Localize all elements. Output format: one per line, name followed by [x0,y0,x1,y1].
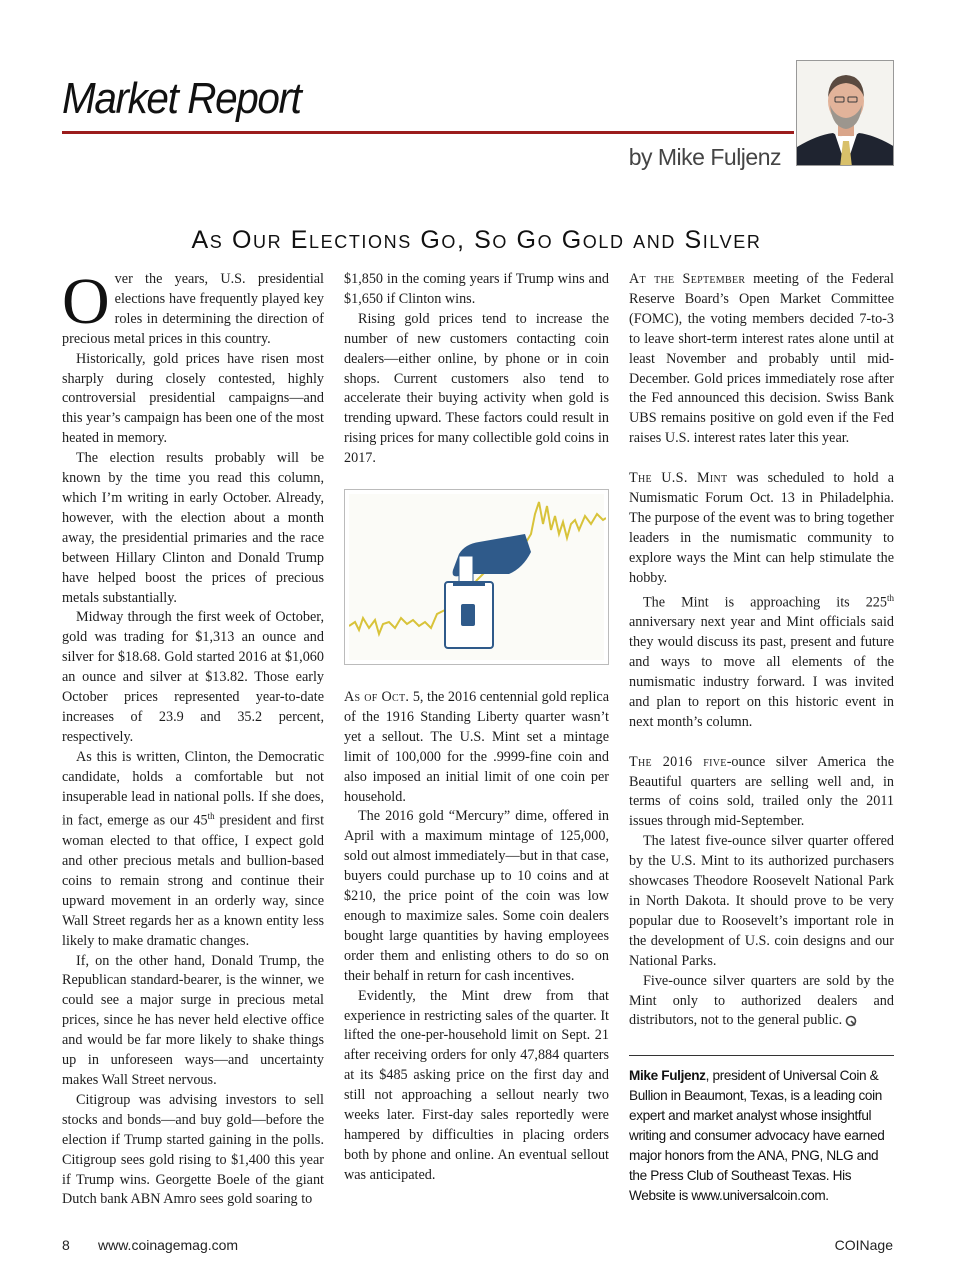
article-column-3 [629,270,894,1031]
paragraph-text: meeting of the Federal Reserve Board’s Open Market Committee (FOMC), the voting members decided 7-to-3 to leave short-term interest rates alone until at least November and probably until mid-December. Gold prices immediately rose after the Fed announced this decision. Swiss Bank UBS remains positive on gold even if the Fed raises U.S. interest rates later this year. [629,271,894,447]
paragraph [629,589,894,733]
paragraph: Evidently, the Mint drew from that experience in restricting sales of the quarter. It lifted the one-per-household limit on Sept. 21 after receiving orders for only 47,884 quarters at its $485 asking price on the first day and still not approaching a sellout nearly two weeks later. First-day sales reportedly were hampered by difficulties in placing orders both by phone and online. An eventual sellout was anticipated. [344,987,609,1183]
article-column-2-top [344,270,609,469]
paragraph: $1,850 in the coming years if Trump wins and $1,650 if Clinton wins. [344,271,609,307]
ballot-gold-illustration [344,489,609,665]
paragraph [629,469,894,588]
run-in-lead: The 2016 five [629,753,727,770]
paragraph [629,270,894,449]
paragraph [62,265,324,350]
paragraph-text: president and first woman elected to that office, I expect gold and other precious metals and bullion-based coins to remain strong and continue their upward movement in an orderly way, since Wall Street regards her as a known entity less likely to make dramatic changes. [62,813,325,949]
ballot-gold-graphic [349,494,606,662]
paragraph: The 2016 gold “Mercury” dime, offered in April with a maximum mintage of 125,000, sold out almost immediately—but in that case, buyers could purchase up to 10 coins and at $210, the price point of the coin was low enough to maximize sales. Some coin dealers bought large quantities by having employees order them and enlisting others to do so on their behalf in return for cash incentives. [344,808,609,984]
superscript: th [886,592,894,603]
run-in-lead: The U.S. Mint [629,470,728,487]
paragraph-text: was scheduled to hold a Numismatic Forum Oct. 13 in Philadelphia. The purpose of the event was to bring together leaders in the numismatic community to explore ways the Mint can help stimulate the hobby. [629,470,894,586]
paragraph: If, on the other hand, Donald Trump, the Republican standard-bearer, is the winner, we could see a major surge in precious metal prices, since he has never held elective office and would be far more likely to shake things up in unforeseen ways—and uncertainty makes Wall Street nervous. [62,952,324,1088]
paragraph [62,748,324,952]
page-number: 8 [62,1237,70,1253]
paragraph-text: Five-ounce silver quarters are sold by the Mint only to authorized dealers and distributors, not to the general public. [629,972,894,1029]
ballot-box-label [461,604,475,626]
paragraph-text: As this is written, Clinton, the Democratic candidate, holds a comfortable but not insuperable lead in national polls. If she does, in fact, emerge as our 45 [62,748,324,830]
paragraph [629,972,894,1032]
paragraph: Citigroup was advising investors to sell stocks and bonds—and buy gold—before the election if Trump started gaining in the polls. Citigroup sees gold rising to $1,400 this year if Trump wins. Georgette Boele of the giant Dutch bank ABN Amro sees gold soaring to [62,1091,324,1208]
run-in-lead: At the September [629,271,746,287]
paragraph: Historically, gold prices have risen most sharply during closely contested, highly controversial presidential campaigns—and this year’s campaign has been one of the most heated in memory. [62,350,324,447]
author-portrait-illustration [797,61,894,166]
paragraph: The latest five-ounce silver quarter offered by the U.S. Mint to its authorized purchasers showcases Theodore Roosevelt National Park in North Dakota. It should prove to be very popular due to Roosevelt’s important role in the development of U.S. coin designs and our National Parks. [629,833,894,969]
paragraph [629,753,894,833]
end-mark-icon [845,1015,857,1027]
author-bio [629,1066,894,1206]
byline: by Mike Fuljenz [628,144,781,170]
article-headline: As Our Elections Go, So Go Gold and Silver [191,226,762,254]
paragraph: Midway through the first week of October, gold was trading for $1,313 an ounce and silver for $18.68. Gold started 2016 at $1,060 an ounce and silver at $13.82. Those early October prices represented year-to-date increases of 23.9 and 35.2 percent, respectively. [62,609,324,745]
header-rule [62,131,794,134]
ballot-paper [459,556,473,582]
article-column-2-bottom [344,688,609,1186]
footer-magazine-name: COINage [834,1237,893,1253]
run-in-lead: As of Oct. [344,689,410,705]
paragraph-text: ver the years, U.S. presidential elections have frequently played key roles in determining the direction of precious metal prices in this country. [62,271,324,347]
paragraph-text: anniversary next year and Mint officials said they would discuss its past, present and future and ways to move all elements of the numismatic industry forward. I was invited and plan to report on this historic event in next month’s column. [629,614,894,730]
bio-divider [629,1055,894,1056]
drop-cap: O [62,265,110,338]
paragraph [344,688,609,807]
paragraph-text: -ounce silver America the Beautiful quarters are selling well and, in terms of coins sold, trailed only the 2011 issues through mid-September. [629,753,894,830]
superscript: th [207,811,215,822]
footer-url[interactable]: www.coinagemag.com [98,1237,239,1253]
paragraph: The election results probably will be known by the time you read this column, which I’m writing in early October. Already, however, with the election about a month away, the presidential primaries and the race between Hillary Clinton and Donald Trump have helped boost the prices of precious metals substantially. [62,450,324,606]
paragraph: Rising gold prices tend to increase the number of new customers contacting coin dealers—either online, by phone or in coin shops. Current customers also tend to accelerate their buying activity when gold is trending upward. These factors could result in rising prices for many collectible gold coins in 2017. [344,310,609,467]
author-portrait [796,60,894,166]
paragraph-text: The Mint is approaching its 225 [643,594,887,611]
paragraph-text: 5, the 2016 centennial gold replica of the 1916 Standing Liberty quarter wasn’t yet a sellout. The U.S. Mint set a mintage limit of 100,000 for the .9999-fine coin and also imposed an initial limit of one coin per household. [344,689,610,805]
bio-text: , president of Universal Coin & Bullion in Beaumont, Texas, is a leading coin expert and market analyst whose insightful writing and consumer advocacy have earned major honors from the ANA, PNG, NLG and the Press Club of Southeast Texas. His Website is www.universalcoin.com. [629,1068,885,1203]
article-column-1 [62,265,325,1210]
section-title: Market Report [62,74,301,123]
bio-name: Mike Fuljenz [629,1068,706,1083]
ballot-slot [453,582,485,586]
